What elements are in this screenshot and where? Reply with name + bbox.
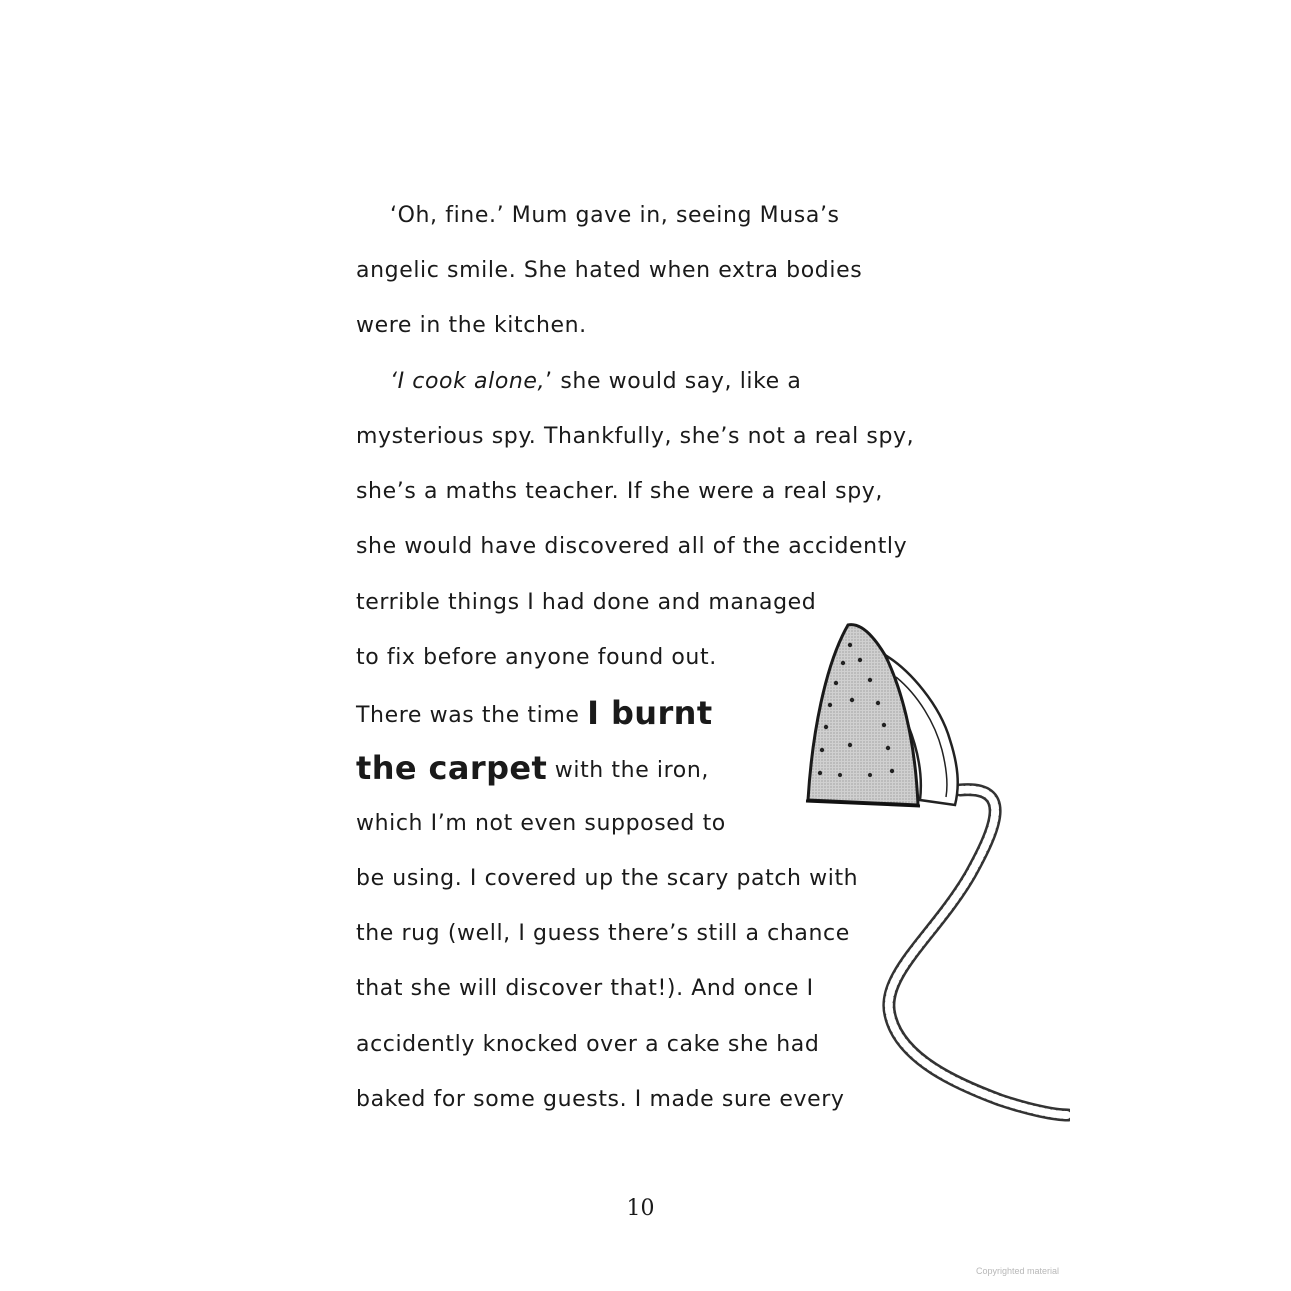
text-line: [356, 749, 710, 787]
text-span: with the iron,: [547, 758, 710, 783]
text-span: ‘Oh, fine.’ Mum gave in, seeing Musa’s: [390, 203, 840, 228]
text-line: [356, 643, 717, 673]
copyright-watermark: Copyrighted material: [975, 1266, 1059, 1276]
text-span: were in the kitchen.: [356, 313, 587, 338]
text-line: [356, 256, 862, 286]
text-span: to fix before anyone found out.: [356, 645, 717, 670]
text-span: terrible things I had done and managed: [356, 590, 817, 615]
text-span: There was the time: [356, 703, 588, 728]
text-line: [356, 532, 907, 562]
text-span: be using. I covered up the scary patch with: [356, 866, 859, 891]
text-span: baked for some guests. I made sure every: [356, 1087, 845, 1112]
emphasis-large-text: I burnt: [587, 694, 713, 732]
text-span: she would have discovered all of the accidently: [356, 534, 908, 559]
iron-illustration: [800, 615, 1070, 1145]
text-span: mysterious spy. Thankfully, she’s not a real spy,: [356, 424, 915, 449]
text-span: that she will discover that!). And once I: [356, 976, 814, 1001]
text-line: [356, 864, 858, 894]
text-line: [390, 201, 840, 231]
text-line: [356, 588, 816, 618]
page-number: 10: [626, 1196, 655, 1221]
text-line: [356, 311, 587, 341]
text-span: the rug (well, I guess there’s still a chance: [356, 921, 850, 946]
text-line: [356, 809, 726, 839]
italic-quote: ‘I cook alone,: [390, 369, 546, 394]
text-line: [356, 1030, 819, 1060]
text-span: angelic smile. She hated when extra bodies: [356, 258, 863, 283]
text-line: [356, 1085, 845, 1115]
text-span: ’ she would say, like a: [545, 369, 802, 394]
emphasis-large-text: the carpet: [356, 749, 548, 787]
text-line: [356, 974, 814, 1004]
text-line: [356, 919, 850, 949]
text-span: which I’m not even supposed to: [356, 811, 726, 836]
text-span: accidently knocked over a cake she had: [356, 1032, 820, 1057]
text-line: [356, 694, 713, 732]
text-line: [390, 367, 801, 397]
text-line: [356, 477, 883, 507]
text-span: she’s a maths teacher. If she were a real spy,: [356, 479, 884, 504]
text-line: [356, 422, 914, 452]
